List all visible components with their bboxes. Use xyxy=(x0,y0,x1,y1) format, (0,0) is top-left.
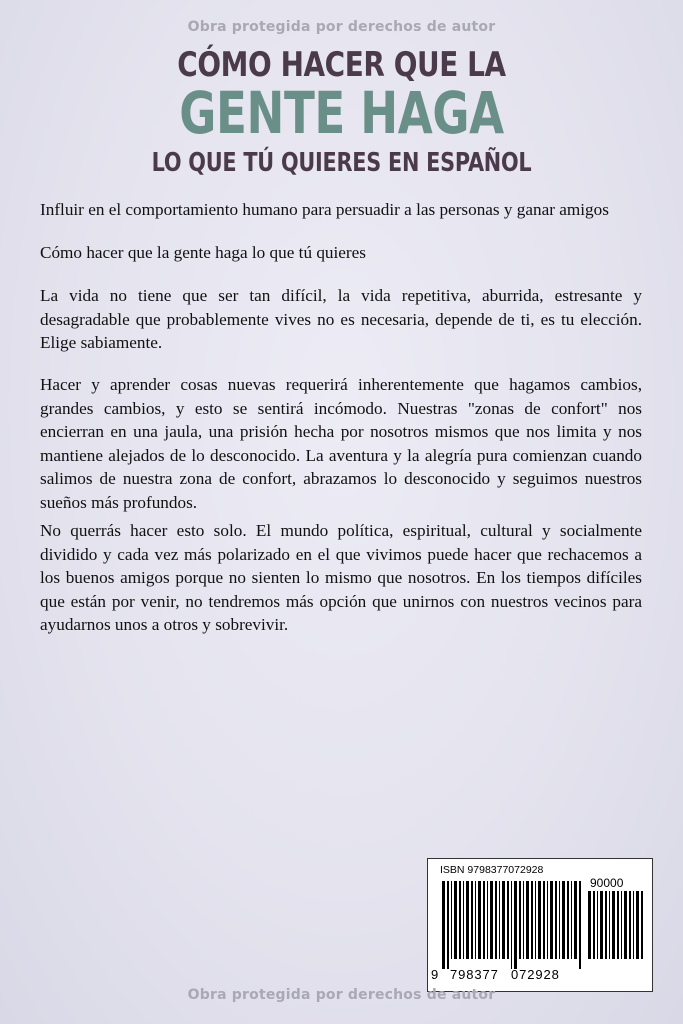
barcode-bar xyxy=(605,891,607,959)
barcode-bars xyxy=(442,881,582,969)
barcode-bar xyxy=(588,891,591,959)
barcode-bar xyxy=(507,881,509,959)
barcode-bar xyxy=(538,881,541,959)
barcode-bar xyxy=(502,881,505,959)
barcode-bar xyxy=(483,881,485,959)
body-paragraph-2: Hacer y aprender cosas nuevas requerirá inherentemente que hagamos cambios, grandes cambios, y esto se sentirá incómodo. Nuestras "zonas de confort" nos encierran en una jaula, una prisión hecha por nosotros mismos que nos limita y nos mantiene alejados de lo desconocido. La aventura y la alegría pura comienzan cuando salimos de nuestra zona de confort, abrazamos lo desconocido y seguimos nuestros sueños más profundos. xyxy=(40,375,642,512)
barcode-bar xyxy=(519,881,521,959)
barcode-bar xyxy=(571,881,572,959)
barcode-bar xyxy=(495,881,497,959)
barcode-bar xyxy=(442,881,445,969)
isbn-barcode xyxy=(427,858,653,992)
barcode-bar xyxy=(562,881,565,959)
barcode-bar xyxy=(523,881,524,959)
barcode-bar xyxy=(629,891,631,959)
book-title-line-2: GENTE HAGA xyxy=(179,79,504,147)
barcode-bar xyxy=(547,881,548,959)
tagline-paragraph: Cómo hacer que la gente haga lo que tú quieres xyxy=(40,243,366,262)
barcode-bar xyxy=(454,881,457,959)
barcode-addon-code: 90000 xyxy=(590,876,624,890)
barcode-bar xyxy=(612,891,615,959)
barcode-bar xyxy=(555,881,557,959)
body-paragraph-1: La vida no tiene que ser tan difícil, la vida repetitiva, aburrida, estresante y desagradable que probablemente vives no es necesaria, depende de ti, es tu elección. Elige sabiamente. xyxy=(40,286,642,353)
barcode-bar xyxy=(600,891,603,959)
barcode-bar xyxy=(579,881,581,969)
barcode-bar xyxy=(487,881,488,959)
copyright-watermark-bottom: Obra protegida por derechos de autor xyxy=(187,987,496,1003)
barcode-bar xyxy=(621,891,622,959)
barcode-bar xyxy=(641,891,643,959)
barcode-bar xyxy=(535,881,536,959)
barcode-bar xyxy=(633,891,634,959)
barcode-bar xyxy=(624,891,627,959)
barcode-bar xyxy=(593,891,595,959)
copyright-watermark-top: Obra protegida por derechos de autor xyxy=(187,19,496,35)
barcode-bar xyxy=(451,881,452,959)
barcode-bar xyxy=(463,881,464,959)
barcode-bar xyxy=(526,881,529,959)
barcode-bar xyxy=(636,891,639,959)
barcode-bar xyxy=(478,881,481,959)
book-title-line-1: CÓMO HACER QUE LA xyxy=(177,45,506,85)
barcode-digits-right: 072928 xyxy=(511,967,560,982)
barcode-bar xyxy=(550,881,553,959)
barcode-bar xyxy=(466,881,469,959)
barcode-bar xyxy=(609,891,610,959)
barcode-bar xyxy=(490,881,493,959)
barcode-bar xyxy=(531,881,533,959)
barcode-bar xyxy=(567,881,569,959)
barcode-bar xyxy=(597,891,598,959)
barcode-bar xyxy=(559,881,560,959)
barcode-bar xyxy=(543,881,545,959)
body-paragraph-3: No querrás hacer esto solo. El mundo política, espiritual, cultural y socialmente dividido y cada vez más polarizado en el que vivimos puede hacer que rechacemos a los buenos amigos porque no sienten lo mismo que nosotros. En los tiempos difíciles que están por venir, no tendremos más opción que unirnos con nuestros vecinos para ayudarnos unos a otros y sobrevivir. xyxy=(40,521,642,635)
barcode-bar xyxy=(574,881,577,959)
barcode-bar xyxy=(471,881,473,959)
barcode-bar xyxy=(514,881,517,969)
barcode-addon-bars xyxy=(588,891,644,969)
subtitle-paragraph: Influir en el comportamiento humano para persuadir a las personas y ganar amigos xyxy=(40,200,609,219)
barcode-bar xyxy=(511,881,512,969)
barcode-bar xyxy=(617,891,619,959)
barcode-bar xyxy=(475,881,476,959)
barcode-digits-left: 798377 xyxy=(450,967,499,982)
barcode-bar xyxy=(459,881,461,959)
barcode-bar xyxy=(447,881,449,969)
barcode-digit-first: 9 xyxy=(431,967,439,982)
isbn-label: ISBN 9798377072928 xyxy=(440,864,544,876)
barcode-bar xyxy=(499,881,500,959)
book-title-line-3: LO QUE TÚ QUIERES EN ESPAÑOL xyxy=(151,148,532,178)
